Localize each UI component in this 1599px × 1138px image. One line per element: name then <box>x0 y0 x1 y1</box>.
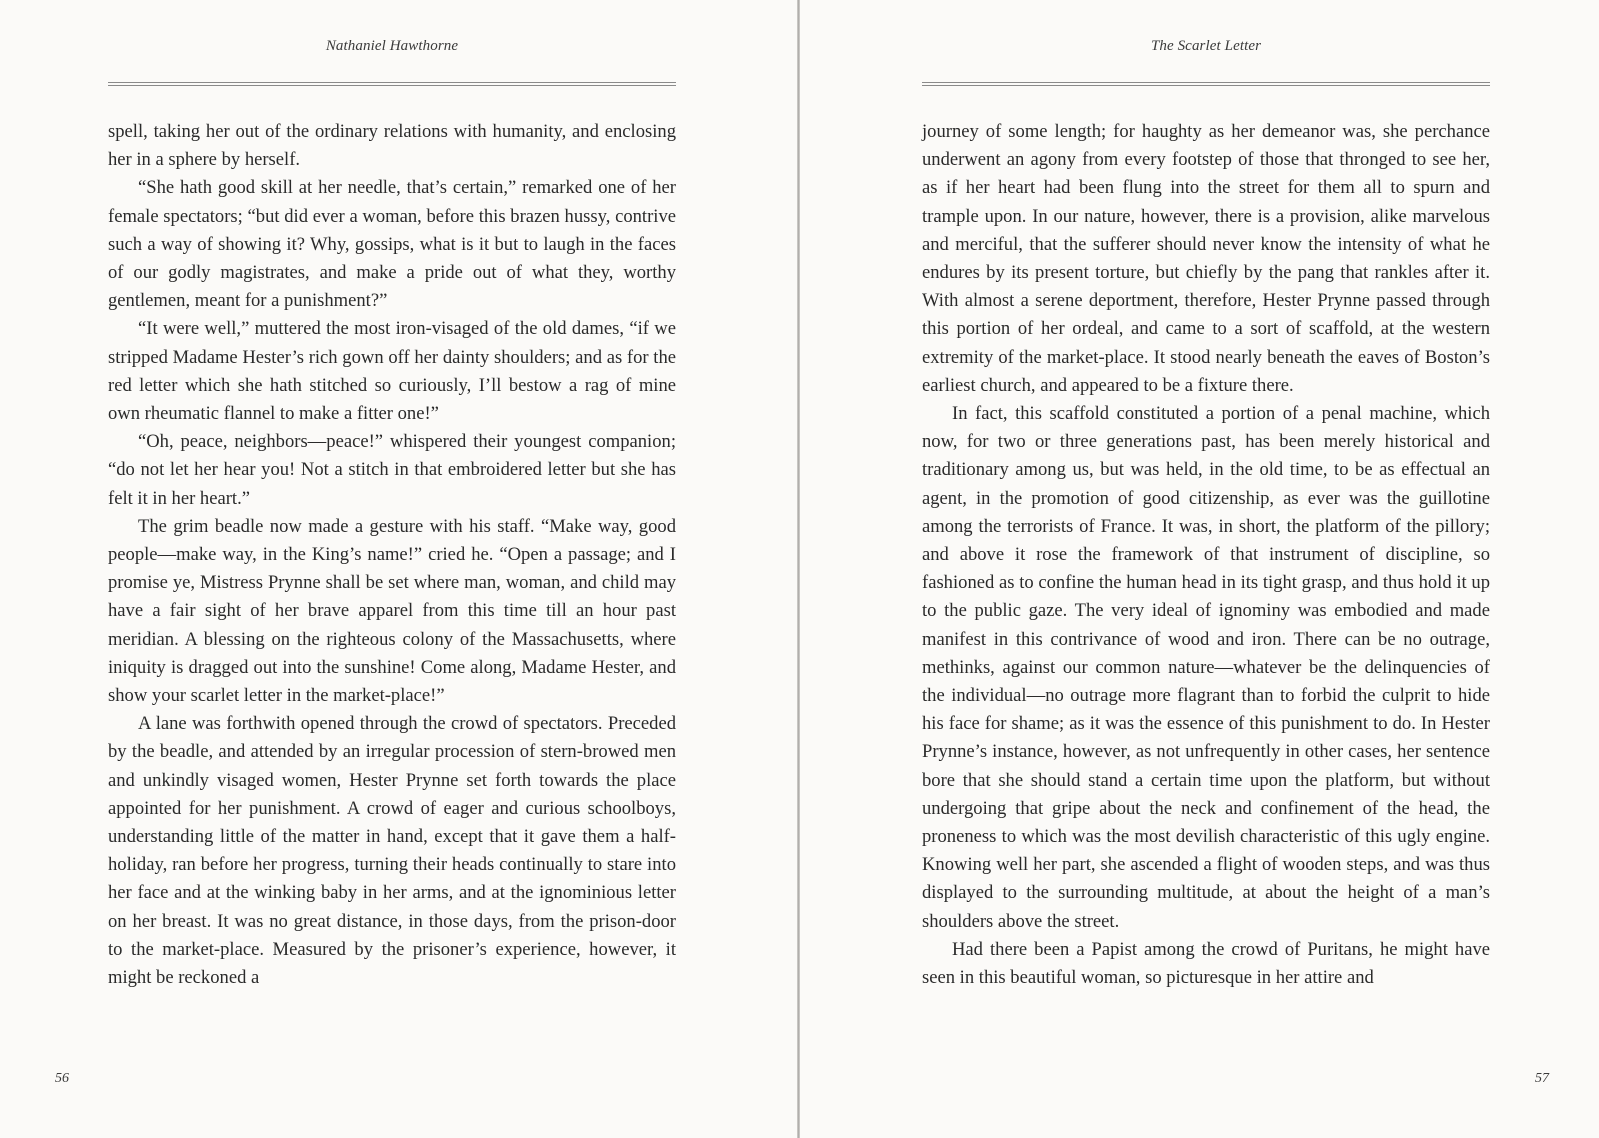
running-head-title: The Scarlet Letter <box>1150 38 1262 54</box>
paragraph-continued: journey of some length; for haughty as her demeanor was, she perchance underwent an agony from every footstep of those that thronged to see her, as if her heart had been flung into the street for them all to spurn and trample upon. In our nature, however, there is a provision, alike marvelous and merciful, that the sufferer should never know the intensity of what he endures by its present torture, but chiefly by the pang that rankles after it. With almost a serene deportment, therefore, Hester Prynne passed through this portion of her ordeal, and came to a sort of scaffold, at the western extremity of the market-place. It stood nearly beneath the eaves of Boston’s earliest church, and appeared to be a fixture there. <box>922 121 1490 396</box>
paragraph: In fact, this scaffold constituted a portion of a penal machine, which now, for two or three generations past, has been merely historical and traditionary among us, but was held, in the old time, to be as effectual an agent, in the promotion of good citizenship, as ever was the guillotine among the terrorists of France. It was, in short, the platform of the pillory; and above it rose the framework of that instrument of discipline, so fashioned as to confine the human head in its tight grasp, and thus hold it up to the public gaze. The very ideal of ignominy was embodied and made manifest in this contrivance of wood and iron. There can be no outrage, methinks, against our common nature—whatever be the delinquencies of the individual—no outrage more flagrant than to forbid the culprit to hide his face for shame; as it was the essence of this punishment to do. In Hester Prynne’s instance, however, as not unfrequently in other cases, her sentence bore that she should stand a certain time upon the platform, but without undergoing that gripe about the neck and confinement of the head, the proneness to which was the most devilish characteristic of this ugly engine. Knowing well her part, she ascended a flight of wooden steps, and was thus displayed to the surrounding multitude, at about the height of a man’s shoulders above the street. <box>922 403 1490 932</box>
left-page <box>0 0 799 1138</box>
body-text <box>922 118 1490 992</box>
paragraph: “Oh, peace, neighbors—peace!” whispered their youngest companion; “do not let her hear you! Not a stitch in that embroidered letter but she has felt it in her heart.” <box>108 431 676 509</box>
right-page <box>800 0 1599 1138</box>
body-text <box>108 118 676 992</box>
page-number: 57 <box>1535 1071 1549 1086</box>
paragraph: “She hath good skill at her needle, that’s certain,” remarked one of her female spectators; “but did ever a woman, before this brazen hussy, contrive such a way of showing it? Why, gossips, what is it but to laugh in the faces of our godly magistrates, and make a pride out of what they, worthy gentlemen, meant for a punishment?” <box>108 177 676 312</box>
header-double-rule <box>108 82 676 86</box>
page-number: 56 <box>55 1071 69 1086</box>
paragraph: “It were well,” muttered the most iron-visaged of the old dames, “if we stripped Madame Hester’s rich gown off her dainty shoulders; and as for the red letter which she hath stitched so curiously, I’ll bestow a rag of mine own rheumatic flannel to make a fitter one!” <box>108 318 676 425</box>
paragraph-continued: spell, taking her out of the ordinary relations with humanity, and enclosing her in a sphere by herself. <box>108 121 676 171</box>
paragraph: Had there been a Papist among the crowd of Puritans, he might have seen in this beautiful woman, so picturesque in her attire and <box>922 938 1490 989</box>
paragraph: A lane was forthwith opened through the crowd of spectators. Preceded by the beadle, and attended by an irregular procession of stern-browed men and unkindly visaged women, Hester Prynne set forth towards the place appointed for her punishment. A crowd of eager and curious schoolboys, understanding little of the matter in hand, except that it gave them a half-holiday, ran before her progress, turning their heads continually to stare into her face and at the winking baby in her arms, and at the ignominious letter on her breast. It was no great distance, in those days, from the prison-door to the market-place. Measured by the prisoner’s experience, however, it might be reckoned a <box>108 713 676 989</box>
paragraph: The grim beadle now made a gesture with his staff. “Make way, good people—make way, in the King’s name!” cried he. “Open a passage; and I promise ye, Mistress Prynne shall be set where man, woman, and child may have a fair sight of her brave apparel from this time till an hour past meridian. A blessing on the righteous colony of the Massachusetts, where iniquity is dragged out into the sunshine! Come along, Madame Hester, and show your scarlet letter in the market-place!” <box>108 515 676 707</box>
header-double-rule <box>922 82 1490 86</box>
running-head-author: Nathaniel Hawthorne <box>325 38 459 54</box>
